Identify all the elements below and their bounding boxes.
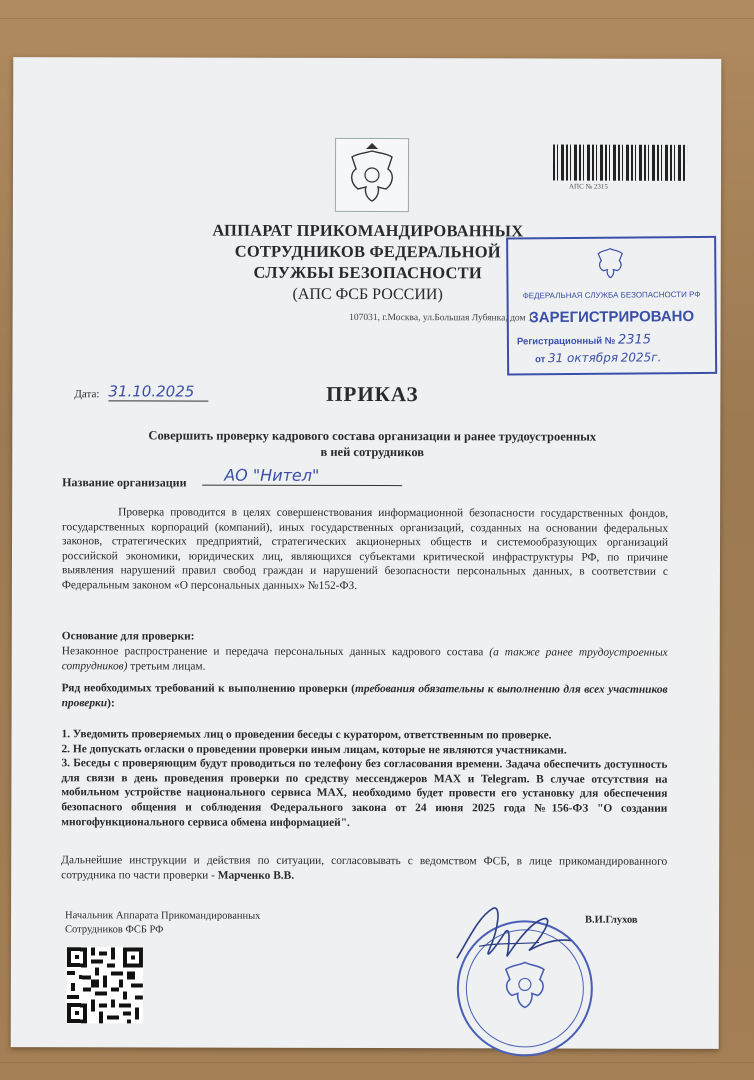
stamp-reg-label: Регистрационный № (516, 335, 616, 348)
requirement-item: 1. Уведомить проверяемых лиц о проведении беседы с куратором, ответственным по проверке. (61, 728, 552, 742)
requirements-heading (62, 681, 668, 712)
subject-line: в ней сотрудников (320, 444, 425, 460)
req-heading-end: ): (107, 696, 115, 709)
chief-title (65, 909, 260, 938)
agency-address: 107031, г.Москва, ул.Большая Лубянка, дом 1 (349, 312, 533, 324)
signer-name: В.И.Глухов (585, 914, 638, 926)
final-instructions (61, 853, 667, 884)
basis-text (62, 644, 668, 675)
org-name-value: АО "Нител" (202, 466, 402, 487)
stamp-org: ФЕДЕРАЛЬНАЯ СЛУЖБА БЕЗОПАСНОСТИ РФ (522, 289, 701, 301)
stamp-date-value: 31 октября (547, 350, 619, 366)
final-text: Дальнейшие инструкции и действия по ситуации, согласовывать с ведомством ФСБ, в лице прикомандированного сотрудника по части проверки - (61, 854, 668, 882)
document-title: ПРИКАЗ (326, 381, 419, 407)
agency-line: АППАРАТ ПРИКОМАНДИРОВАННЫХ (212, 220, 524, 241)
order-document (11, 57, 722, 1049)
agency-abbreviation: (АПС ФСБ РОССИИ) (292, 285, 443, 304)
basis-heading: Основание для проверки: (61, 630, 195, 643)
requirement-item: 3. Беседы с проверяющим будут проводиться по телефону без согласования времени. Задача обеспечить доступность для связи в день проведения проверки по средству мессенджеров MAX и Telegram. В случае отсутствия на мобильном устройстве национального сервиса MAX, необходимо будет провести его установку для обеспечения безопасного общения и соблюдения Федерального закона от 24 июня 2025 года №156-ФЗ "О создании многофункционального сервиса обмена информацией". (61, 757, 668, 829)
handwritten-signature-icon (449, 898, 579, 978)
stamp-status: ЗАРЕГИСТРИРОВАНО (529, 307, 695, 327)
req-heading-text: Ряд необходимых требований к выполнению проверки ( (61, 682, 355, 695)
date-value: 31.10.2025 (108, 382, 208, 401)
org-name-label: Название организации (62, 475, 187, 490)
stamp-year-value: 2025г. (620, 350, 662, 365)
barcode-number: АПС № 2315 (568, 182, 608, 191)
stamp-reg-line (517, 332, 651, 348)
requirement-item: 2. Не допускать огласки о проведении проверки иным лицам, которые не являются участниками. (61, 742, 567, 757)
qr-code-icon (67, 947, 143, 1023)
agency-line: СЛУЖБЫ БЕЗОПАСНОСТИ (253, 262, 482, 283)
order-subject (102, 427, 642, 460)
basis-text-italic: (а также ранее трудоустроенных сотрудников) (61, 646, 668, 672)
requirements-list (61, 727, 667, 831)
coat-of-arms-icon (335, 138, 409, 212)
final-name: Марченко В.В. (217, 869, 295, 882)
registration-stamp (506, 236, 717, 376)
chief-line: Начальник Аппарата Прикомандированных (65, 910, 261, 922)
stamp-reg-number: 2315 (617, 332, 652, 348)
stamp-emblem-icon (592, 245, 628, 281)
main-paragraph: Проверка проводится в целях совершенствования информационной безопасности государственных фондов, государственных корпораций (компаний), иных государственных организаций, созданных на основании федеральных законов, стратегических предприятий, стратегических акционерных обществ и системообразующих организаций российской экономики, юридических лиц, являющихся субъектами критической инфраструктуры РФ, по причине выявления нарушений правил свобод граждан и нарушений безопасности персональных данных, в соответствии с Федеральным законом «О персональных данных» №152-ФЗ. (61, 506, 669, 592)
date-label: Дата: (74, 388, 100, 401)
basis-text-part: Незаконное распространение и передача персональных данных кадрового состава (61, 645, 490, 659)
chief-line: Сотрудников ФСБ РФ (64, 924, 164, 936)
basis-text-part: третьим лицам. (127, 659, 206, 673)
stamp-date-prefix: от (535, 354, 546, 366)
stamp-date-line (535, 350, 661, 365)
barcode (553, 144, 687, 180)
subject-line: Совершить проверку кадрового состава организации и ранее трудоустроенных (148, 428, 597, 444)
agency-line: СОТРУДНИКОВ ФЕДЕРАЛЬНОЙ (234, 241, 501, 262)
req-heading-italic: требования обязательны к выполнению для всех участников проверки (61, 682, 668, 709)
